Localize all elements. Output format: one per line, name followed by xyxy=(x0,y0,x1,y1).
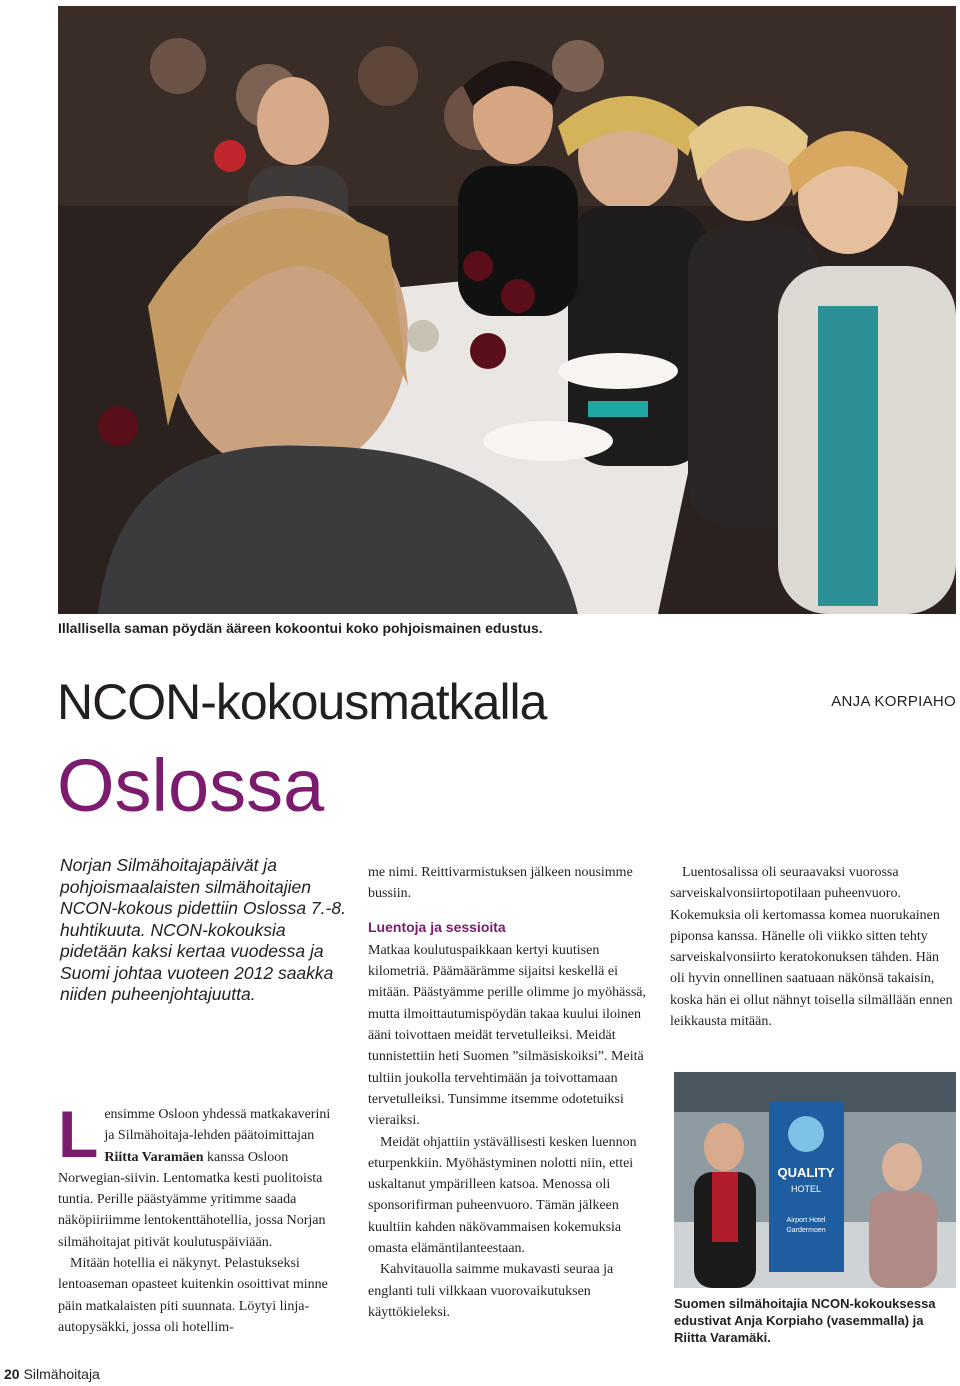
subheading: Luentoja ja sessioita xyxy=(368,918,506,935)
paragraph: Mitään hotellia ei näkynyt. Pelastukseksi lentoaseman opasteet kuitenkin osoittivat minne päin matkalaisten piti suunnata. Löytyi linja-autopysäkki, jossa oli hotellim- xyxy=(58,1256,328,1335)
person-name: Riitta Varamäen xyxy=(104,1149,204,1165)
author-byline: ANJA KORPIAHO xyxy=(831,693,956,710)
magazine-name: Silmähoitaja xyxy=(23,1366,100,1382)
column-3 xyxy=(670,862,956,1032)
sign-sub2: Gardermoen xyxy=(786,1227,826,1234)
paragraph: Meidät ohjattiin ystävällisesti kesken luennon eturpenkkiin. Myöhästyminen nolotti niin, ettei uskaltanut ympärilleen katsoa. Menossa oli sponsorifirman puheenvuoro. Tämän jälkeen kuultiin kahden näkövammaisen kokemuksia omasta elämäntilanteestaan. xyxy=(368,1134,637,1257)
column-2 xyxy=(368,862,648,1323)
paragraph: Kahvitauolla saimme mukavasti seuraa ja englanti tuli vilkkaan vuorovaikutuksen käyttökieleksi. xyxy=(368,1262,614,1320)
article-title: NCON-kokousmatkalla xyxy=(57,674,547,730)
paragraph: Matkaa koulutuspaikkaan kertyi kuutisen kilometriä. Päämäärämme sijaitsi keskellä ei mitään. Päästyämme perille olimme jo myöhässä, mutta ilmoittautumispöydän takaa kuului iloinen ääni toivottaen meidät tervetulleiksi. Meidät tunnistettiin heti Suomen ”silmäsiskoiksi”. Meitä tultiin joukolla tervehtimään ja toivottamaan tervetulleiksi. Tunsimme itsemme odotetuiksi vieraiksi. xyxy=(368,942,646,1129)
page-footer xyxy=(4,1366,100,1382)
article-lead: Norjan Silmähoitajapäivät ja pohjoismaalaisten silmähoitajien NCON-kokous pidettiin Oslossa 7.-8. huhtikuuta. NCON-kokouksia pidetään kaksi kertaa vuodessa ja Suomi johtaa vuoteen 2012 saakka niiden puheenjohtajuutta. xyxy=(60,855,346,1004)
column-1 xyxy=(58,1097,343,1338)
intro-paragraph: Lensimme Osloon yhdessä matkakaverini ja Silmähoitaja-lehden päätoimittajan Riitta Varamäen kanssa Osloon Norwegian-siivin. Lentomatka kesti puolitoista tuntia. Perille päästyämme yritimme saada näköpiiriimme lentokenttähotellia, jossa Norjan silmähoitajat pitivät koulutuspäiviään. xyxy=(58,1097,331,1250)
sign-sub1: Airport Hotel xyxy=(786,1217,826,1224)
sign-type: HOTEL xyxy=(790,1184,822,1194)
hotel-photo xyxy=(674,1072,956,1288)
page-number: 20 xyxy=(4,1366,20,1382)
photo-caption: Suomen silmähoitajia NCON-kokouksessa edustivat Anja Korpiaho (vasemmalla) ja Riitta Varamäki. xyxy=(674,1296,936,1345)
sign-brand: QUALITY xyxy=(777,1165,835,1180)
dropcap: L xyxy=(58,1097,99,1171)
article-title-highlight: Oslossa xyxy=(57,744,325,827)
paragraph: me nimi. Reittivarmistuksen jälkeen nousimme bussiin. xyxy=(368,865,633,902)
dinner-photo xyxy=(58,6,956,614)
paragraph: Luentosalissa oli seuraavaksi vuorossa sarveiskalvonsiirtopotilaan puheenvuoro. Kokemuksia oli kertomassa komea nuorukainen piponsa kanssa. Hänelle oli viikko sitten tehty sarveiskalvonsiirto keratokonuksen tähden. Hän oli hyvin onnellinen saatuaan näkönsä takaisin, koska hän ei ollut nähnyt toisella silmällään ennen leikkausta mitään. xyxy=(670,865,953,1030)
photo-caption: Illallisella saman pöydän ääreen kokoontui koko pohjoismainen edustus. xyxy=(58,620,543,636)
